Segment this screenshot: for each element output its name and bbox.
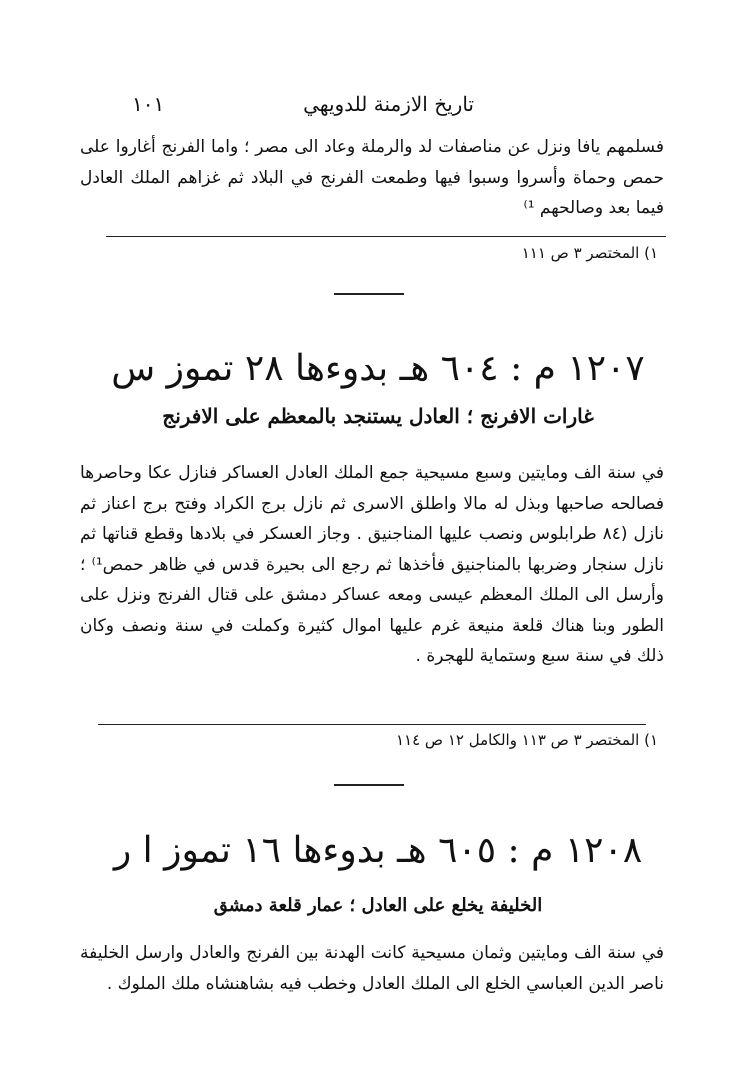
section2-year-heading: ١٢٠٨ م : ٦٠٥ هـ بدوءها ١٦ تموز ا ر (113, 830, 643, 871)
section1-paragraph: في سنة الف ومايتين وسبع مسيحية جمع الملك العادل العساكر فنازل عكا وحاصرها فصالحه صاحبها وبذل له مالا واطلق الاسرى ثم نازل برج الكراد وفتح برج اعناز ثم نازل (٨٤ طرابلوس ونصب عليها المناجنيق . وجاز العسكر في بلادها وقطع قناتها ثم نازل سنجار وضربها بالمناجنيق فأخذها ثم رجع الى بحيرة قدس في ظاهر حمص¹⁾ ؛ وأرسل الى الملك المعظم عيسى ومعه عساكر دمشق على قتال الفرنج ونزل على الطور وبنا هناك قلعة منيعة غرم عليها اموال كثيرة وكملت في سنة ونصف وكان ذلك في سنة سبع وستماية للهجرة . (80, 463, 664, 666)
section2-subheading: الخليفة يخلع على العادل ؛ عمار قلعة دمشق (213, 895, 543, 916)
section1-footnote: ١) المختصر ٣ ص ١١٣ والكامل ١٢ ص ١١٤ (395, 731, 658, 749)
section1-year-heading: ١٢٠٧ م : ٦٠٤ هـ بدوءها ٢٨ تموز س (111, 348, 645, 389)
intro-paragraph: فسلمهم يافا ونزل عن مناصفات لد والرملة وعاد الى مصر ؛ واما الفرنج أغاروا على حمص وحماة وأسروا وسبوا فيها وطمعت الفرنج في البلاد ثم غزاهم الملك العادل فيما بعد وصالحهم ¹⁾ (80, 137, 664, 218)
section-separator (334, 784, 404, 786)
footnote-rule (98, 724, 646, 725)
running-header-title: تاريخ الازمنة للدويهي (303, 92, 474, 116)
section-separator (334, 293, 404, 295)
section1-subheading: غارات الافرنج ؛ العادل يستنجد بالمعظم على الافرنج (162, 404, 594, 428)
page-number: ١٠١ (132, 92, 165, 116)
footnote-rule (106, 236, 666, 237)
section2-paragraph: في سنة الف ومايتين وثمان مسيحية كانت الهدنة بين الفرنج والعادل وارسل الخليفة ناصر الدين العباسي الخلع الى الملك العادل وخطب فيه بشاهنشاه ملك الملوك . (80, 943, 664, 994)
intro-footnote: ١) المختصر ٣ ص ١١١ (521, 244, 658, 262)
